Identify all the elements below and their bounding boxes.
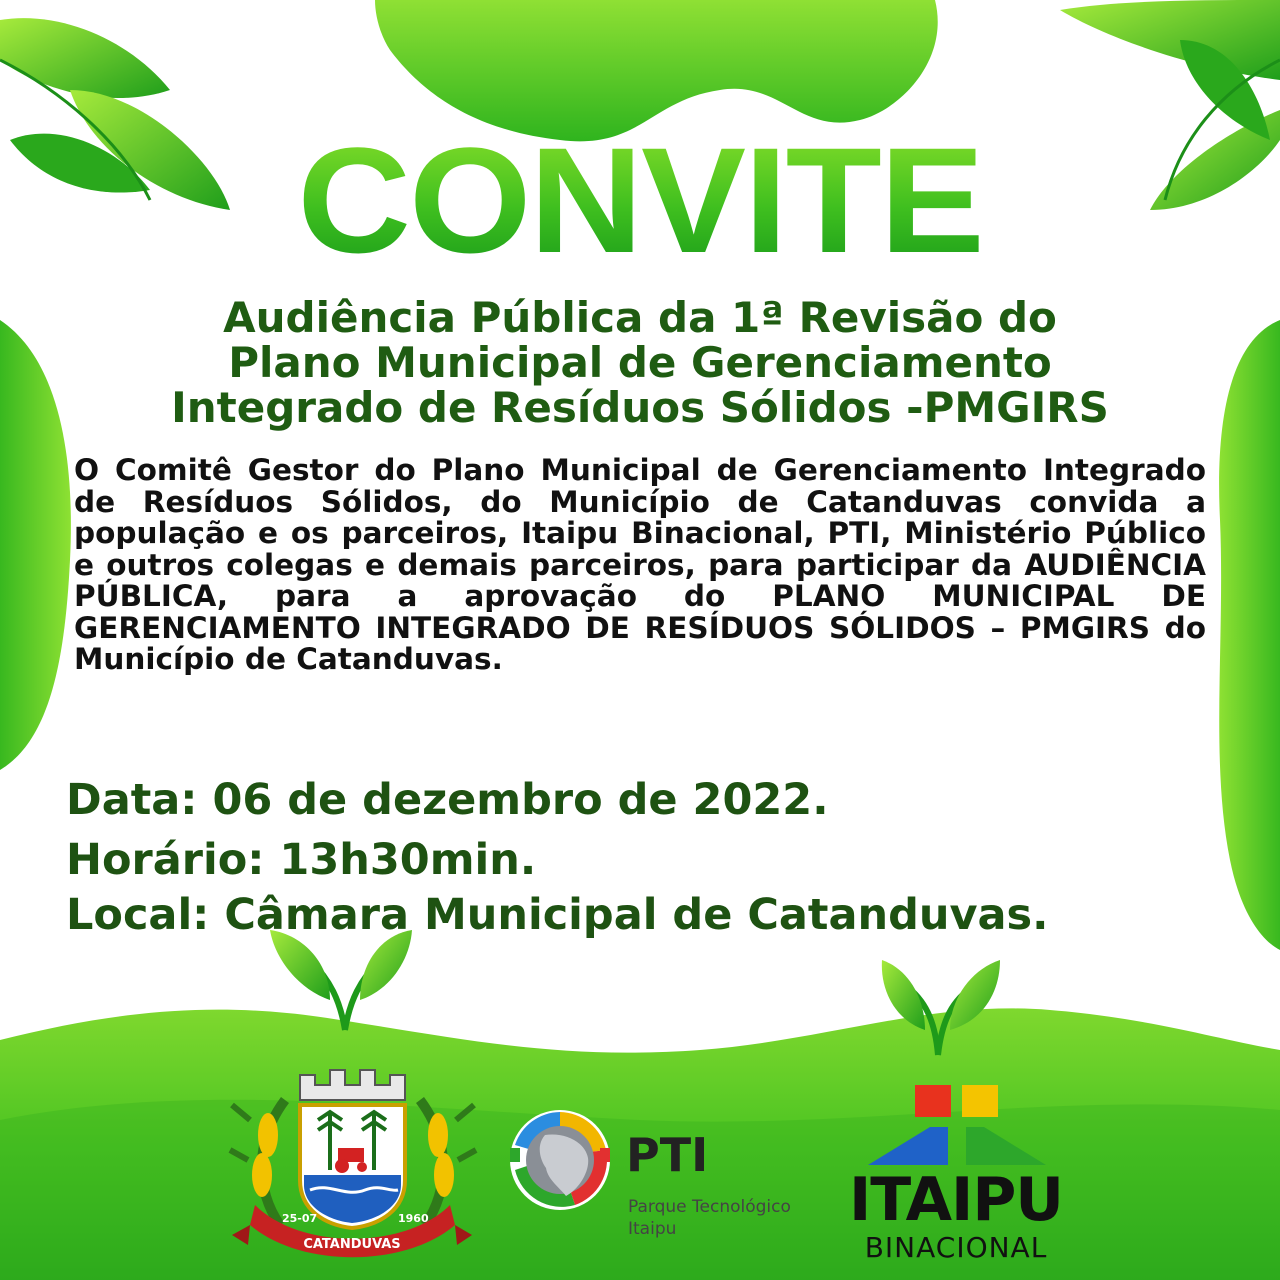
invitation-title: CONVITE (0, 120, 1280, 280)
invitation-body: O Comitê Gestor do Plano Municipal de Gerenciamento Integrado de Resíduos Sólidos, do Município de Catanduvas convida a população e os parceiros, Itaipu Binacional, PTI, Ministério Público e outros colegas e demais parceiros, para participar da AUDIÊNCIA PÚBLICA, para a aprovação do PLANO MUNICIPAL DE GERENCIAMENTO INTEGRADO DE RESÍDUOS SÓLIDOS – PMGIRS do Município de Catanduvas. (74, 453, 1206, 676)
event-place: Local: Câmara Municipal de Catanduvas. (66, 890, 1049, 940)
event-time: Horário: 13h30min. (66, 835, 537, 885)
pti-logo-subtitle: Parque Tecnológico Itaipu (628, 1197, 791, 1239)
itaipu-logo-name: ITAIPU (848, 1165, 1064, 1235)
itaipu-logo-subtitle: BINACIONAL (864, 1231, 1048, 1264)
right-side-blob (1219, 320, 1280, 950)
pti-logo-name: PTI (626, 1128, 709, 1182)
seal-year-right: 1960 (398, 1212, 429, 1225)
subtitle-line-3: Integrado de Resíduos Sólidos -PMGIRS (171, 383, 1109, 432)
seal-ribbon-name: CATANDUVAS (303, 1237, 401, 1252)
subtitle-line-1: Audiência Pública da 1ª Revisão do (223, 293, 1057, 342)
seal-year-left: 25-07 (282, 1212, 318, 1225)
pti-globe-logo (510, 1110, 610, 1210)
subtitle-line-2: Plano Municipal de Gerenciamento (228, 338, 1052, 387)
bottom-ground-shade (0, 1100, 1280, 1280)
event-date: Data: 06 de dezembro de 2022. (66, 775, 829, 825)
event-subtitle (60, 295, 1220, 430)
